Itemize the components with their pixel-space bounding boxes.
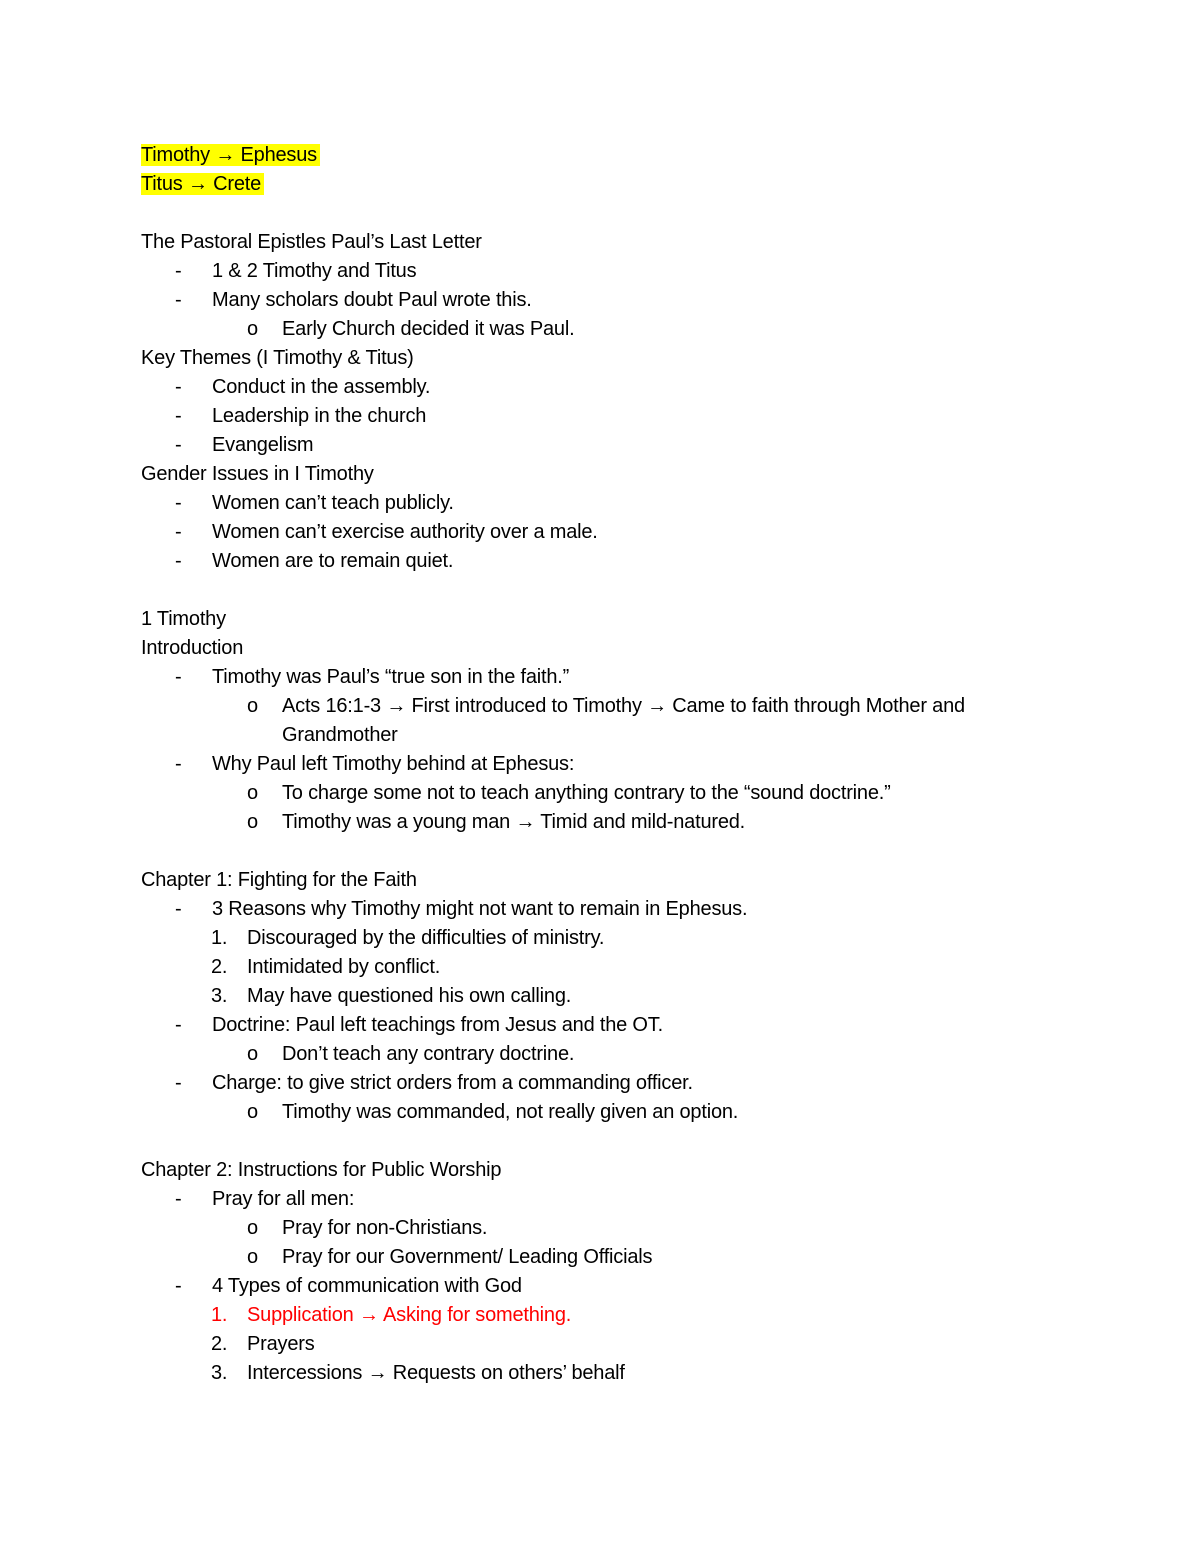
list-item: - Charge: to give strict orders from a commanding officer. [175, 1072, 693, 1094]
list-item: - Women can’t teach publicly. [175, 492, 454, 514]
list-item: - 1 & 2 Timothy and Titus [175, 260, 417, 282]
numbered-item: 2. Prayers [211, 1333, 315, 1355]
book-title: 1 Timothy [141, 608, 226, 630]
list-item: - Many scholars doubt Paul wrote this. [175, 289, 532, 311]
sub-list-item-continued: Grandmother [282, 724, 398, 746]
list-item: - Doctrine: Paul left teachings from Jesus and the OT. [175, 1014, 663, 1036]
highlight-line-timothy [141, 141, 1071, 170]
list-item: - Pray for all men: [175, 1188, 355, 1210]
arrow-icon: → [386, 695, 407, 717]
list-item: - Leadership in the church [175, 405, 427, 427]
sub-list-item: o Timothy was commanded, not really given an option. [247, 1101, 739, 1123]
arrow-icon: → [515, 811, 536, 833]
numbered-item: 2. Intimidated by conflict. [211, 956, 441, 978]
section-heading-pastoral: The Pastoral Epistles Paul’s Last Letter [141, 231, 482, 253]
sub-list-item: o Don’t teach any contrary doctrine. [247, 1043, 575, 1065]
list-item: - 3 Reasons why Timothy might not want to remain in Ephesus. [175, 898, 748, 920]
section-heading-chapter-1: Chapter 1: Fighting for the Faith [141, 869, 417, 891]
section-heading-introduction: Introduction [141, 637, 244, 659]
list-item: - Conduct in the assembly. [175, 376, 431, 398]
sub-list-item: o To charge some not to teach anything contrary to the “sound doctrine.” [247, 782, 891, 804]
numbered-item-emphasis: 1. Supplication → Asking for something. [211, 1304, 572, 1326]
sub-list-item: o Acts 16:1-3 → First introduced to Timothy → Came to faith through Mother and [247, 695, 965, 717]
list-item: - Evangelism [175, 434, 314, 456]
section-heading-gender: Gender Issues in I Timothy [141, 463, 374, 485]
list-item: - Women are to remain quiet. [175, 550, 454, 572]
list-item: - Women can’t exercise authority over a male. [175, 521, 598, 543]
list-item: - Why Paul left Timothy behind at Ephesus: [175, 753, 575, 775]
sub-list-item: o Pray for our Government/ Leading Officials [247, 1246, 653, 1268]
list-item: - 4 Types of communication with God [175, 1275, 522, 1297]
arrow-icon: → [187, 173, 208, 195]
section-heading-themes: Key Themes (I Timothy & Titus) [141, 347, 414, 369]
section-heading-chapter-2: Chapter 2: Instructions for Public Worship [141, 1159, 502, 1181]
sub-list-item: o Early Church decided it was Paul. [247, 318, 575, 340]
arrow-icon: → [215, 144, 236, 166]
arrow-icon: → [358, 1304, 379, 1326]
list-item: - Timothy was Paul’s “true son in the faith.” [175, 666, 570, 688]
sub-list-item: o Timothy was a young man → Timid and mild-natured. [247, 811, 746, 833]
numbered-item: 3. Intercessions → Requests on others’ behalf [211, 1362, 625, 1384]
arrow-icon: → [367, 1362, 388, 1384]
numbered-item: 1. Discouraged by the difficulties of ministry. [211, 927, 605, 949]
highlight-timothy-ephesus: Timothy → Ephesus [141, 144, 320, 166]
arrow-icon: → [647, 695, 667, 717]
highlight-titus-crete: Titus → Crete [141, 173, 264, 195]
sub-list-item: o Pray for non-Christians. [247, 1217, 488, 1239]
document-page [141, 141, 1071, 1388]
numbered-item: 3. May have questioned his own calling. [211, 985, 572, 1007]
highlight-line-titus [141, 170, 1071, 199]
